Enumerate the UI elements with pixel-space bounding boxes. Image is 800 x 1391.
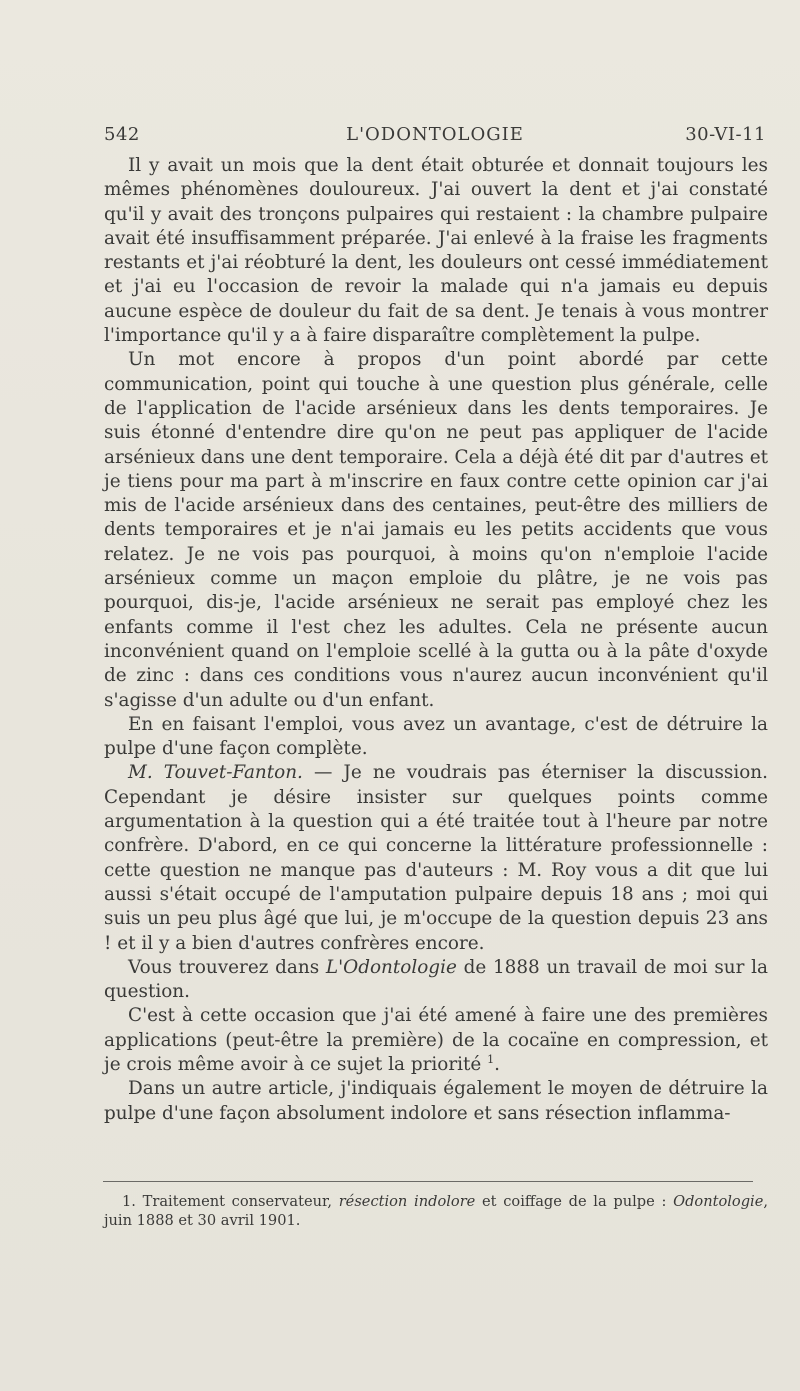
page-number: 542 — [104, 124, 140, 145]
paragraph — [104, 1004, 768, 1077]
speaker-name: M. Touvet-Fanton. — [128, 762, 303, 784]
footnote-text: , juin 1888 et 30 avril 1901. — [104, 1193, 768, 1229]
footnote — [104, 1192, 768, 1230]
paragraph: Il y avait un mois que la dent était obturée et donnait toujours les mêmes phénomènes douloureux. J'ai ouvert la dent et j'ai constaté qu'il y avait des tronçons pulpaires qui restaient : la chambre pulpaire avait été insuffisamment préparée. J'ai enlevé à la fraise les fragments restants et j'ai réobturé la dent, les douleurs ont cessé immédiatement et j'ai eu l'occasion de revoir la malade qui n'a jamais eu depuis aucune espèce de douleur du fait de sa dent. Je tenais à vous montrer l'importance qu'il y a à faire disparaître complètement la pulpe. — [104, 155, 768, 347]
paragraph-text: C'est à cette occasion que j'ai été amené à faire une des premières applications (peut-être la première) de la cocaïne en compression, et je crois même avoir à ce sujet la priorité — [104, 1005, 768, 1075]
footnote-text: Traitement conservateur, — [135, 1193, 339, 1210]
speaker-text: — Je ne voudrais pas éterniser la discussion. Cependant je désire insister sur quelques points comme argumentation à la question qui a été traitée tout à l'heure par notre confrère. D'abord, en ce qui concerne la littérature professionnelle : cette question ne manque pas d'auteurs : M. Roy vous a dit que lui aussi s'était occupé de l'amputation pulpaire depuis 18 ans ; moi qui suis un peu plus âgé que lui, je m'occupe de la question depuis 23 ans ! et il y a bien d'autres confrères encore. — [104, 762, 768, 954]
paragraph-text: . — [494, 1053, 501, 1075]
footnote-text: et coiffage de la pulpe : — [475, 1193, 674, 1210]
paragraph: En en faisant l'emploi, vous avez un avantage, c'est de détruire la pulpe d'une façon complète. — [104, 713, 768, 760]
footnote-journal: Odontologie — [673, 1193, 764, 1210]
paragraph-text: de 1888 un travail de moi sur la question. — [104, 956, 768, 1003]
issue-date: 30-VI-11 — [685, 124, 766, 145]
paragraph: Un mot encore à propos d'un point abordé par cette communication, point qui touche à une question plus générale, celle de l'application de l'acide arsénieux dans les dents temporaires. Je suis étonné d'entendre dire qu'on ne peut pas appliquer de l'acide arsénieux dans une dent temporaire. Cela a déjà été dit par d'autres et je tiens pour ma part à m'inscrire en faux contre cette opinion car j'ai mis de l'acide arsénieux dans des centaines, peut-être des milliers de dents temporaires et je n'ai jamais eu les petits accidents que vous relatez. Je ne vois pas pourquoi, à moins qu'on n'emploie l'acide arsénieux comme un maçon emploie du plâtre, je ne vois pas pourquoi, dis-je, l'acide arsénieux ne serait pas employé chez les enfants comme il l'est chez les adultes. Cela ne présente aucun inconvénient quand on l'emploie scellé à la gutta ou à la pâte d'oxyde de zinc : dans ces conditions vous n'aurez aucun inconvénient qu'il s'agisse d'un adulte ou d'un enfant. — [104, 349, 768, 711]
journal-title: L'Odontologie — [325, 956, 457, 978]
footnote-divider — [103, 1181, 753, 1182]
footnote-number: 1. — [122, 1193, 136, 1210]
running-title: L'ODONTOLOGIE — [346, 124, 524, 145]
body-text — [104, 154, 768, 1126]
paragraph — [104, 956, 768, 1005]
page-header — [104, 124, 766, 150]
paragraph: Dans un autre article, j'indiquais également le moyen de détruire la pulpe d'une façon absolument indolore et sans résection inflamma- — [104, 1078, 768, 1124]
footnote-reference: 1 — [487, 1052, 495, 1066]
footnote-italic: résection indolore — [338, 1193, 476, 1210]
paragraph-text: Vous trouverez dans — [128, 956, 326, 978]
speaker-paragraph — [104, 761, 768, 955]
